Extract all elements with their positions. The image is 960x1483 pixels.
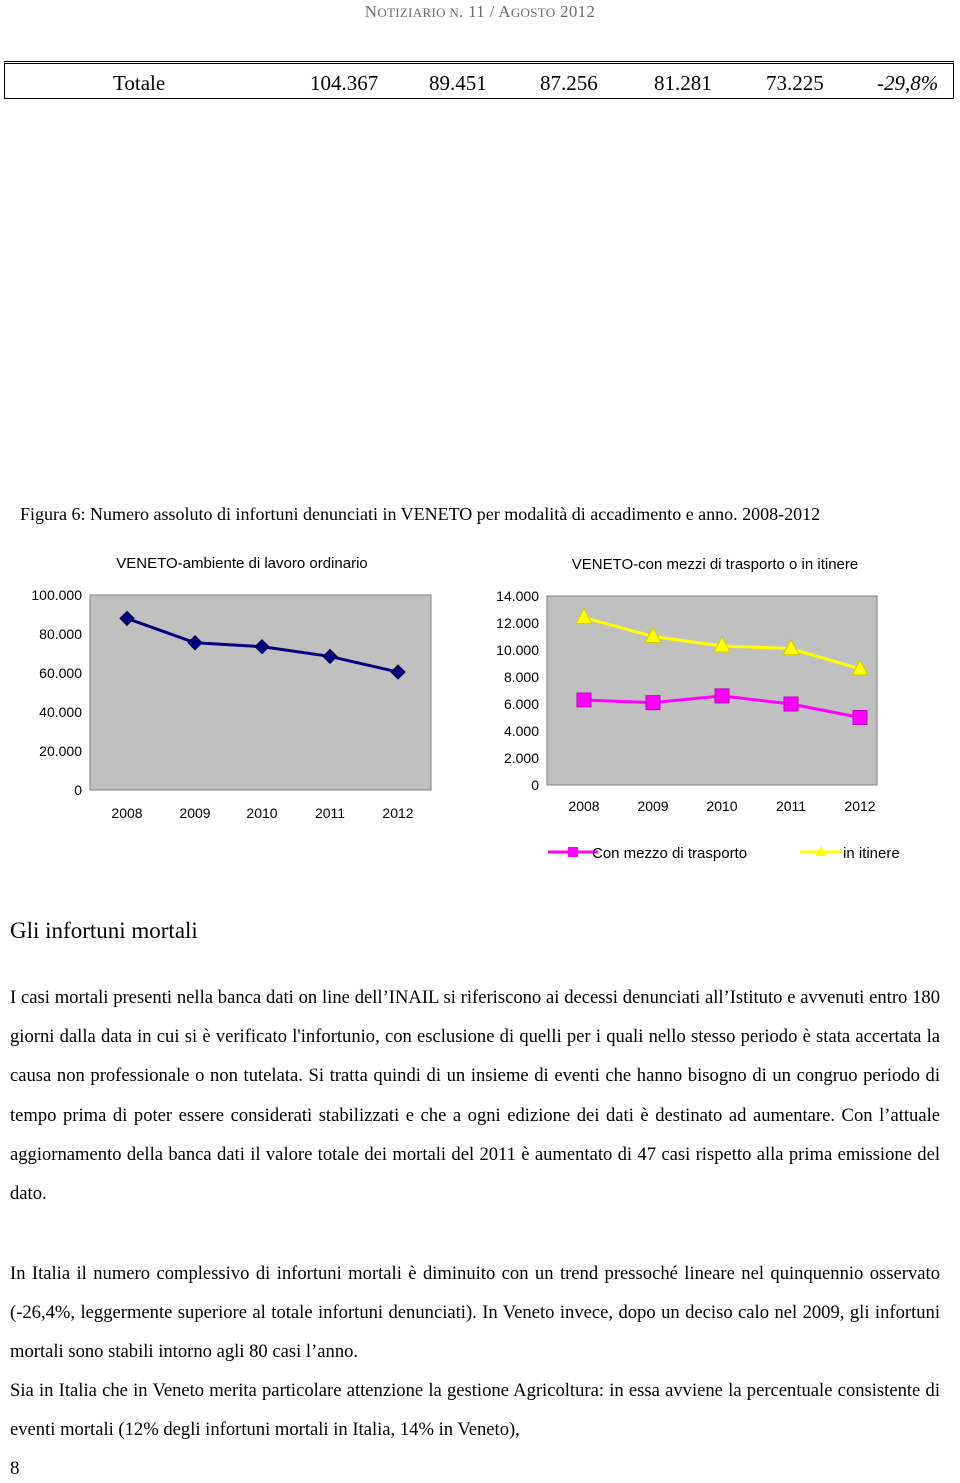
paragraph-2-text: In Italia il numero complessivo di infortuni mortali è diminuito con un trend pressoché lineare nel quinquennio osservato (-26,4%, leggermente superiore al totale infortuni denunciati). In Veneto invece, dopo un deciso calo nel 2009, gli infortuni mortali sono stabili intorno agli 80 casi l’anno. bbox=[10, 1263, 940, 1363]
c2-point-square bbox=[715, 689, 729, 703]
c2-point-square bbox=[853, 711, 867, 725]
total-change: -29,8% bbox=[877, 71, 939, 95]
c2-ytick-label: 14.000 bbox=[496, 588, 539, 604]
c2-xtick-label: 2008 bbox=[568, 798, 600, 814]
c2-xtick-label: 2012 bbox=[844, 798, 876, 814]
running-header bbox=[0, 2, 960, 22]
chart2-title: VENETO-con mezzi di trasporto o in itinere bbox=[571, 556, 859, 573]
header-a-initial: A bbox=[498, 2, 511, 21]
figure-caption: Figura 6: Numero assoluto di infortuni denunciati in VENETO per modalità di accadimento e anno. 2008-2012 bbox=[20, 504, 821, 524]
paragraph-2 bbox=[10, 1254, 940, 1372]
paragraph-3 bbox=[10, 1371, 940, 1449]
chart2-legend bbox=[548, 845, 900, 862]
total-value-2010: 87.256 bbox=[540, 71, 598, 95]
c1-ytick-label: 0 bbox=[74, 782, 82, 798]
chart1-title: VENETO-ambiente di lavoro ordinario bbox=[116, 555, 368, 572]
header-number: . 11 / bbox=[459, 2, 499, 21]
c2-ytick-label: 2.000 bbox=[503, 750, 539, 766]
legend-marker-square bbox=[568, 847, 578, 857]
legend-label-in-itinere: in itinere bbox=[843, 845, 900, 862]
legend-label-con-mezzo: Con mezzo di trasporto bbox=[592, 845, 748, 862]
c2-point-square bbox=[646, 696, 660, 710]
c2-point-square bbox=[784, 697, 798, 711]
paragraph-1 bbox=[10, 978, 940, 1213]
page-number: 8 bbox=[10, 1458, 20, 1479]
total-value-2008: 104.367 bbox=[310, 71, 379, 95]
total-row bbox=[4, 61, 954, 99]
section-title: Gli infortuni mortali bbox=[10, 918, 198, 943]
chart-ambiente-lavoro bbox=[0, 545, 480, 835]
c1-xtick-label: 2010 bbox=[246, 805, 278, 821]
header-n-rest: OTIZIARIO N bbox=[377, 5, 460, 20]
header-n-initial: N bbox=[364, 2, 378, 21]
paragraph-1-text: I casi mortali presenti nella banca dati on line dell’INAIL si riferiscono ai decessi denunciati all’Istituto e avvenuti entro 180 giorni dalla data in cui si è verificato l'infortunio, con esclusione di quelli per i quali nello stesso periodo è stata accertata la causa non professionale o non tutelata. Si tratta quindi di un insieme di eventi che hanno bisogno di un congruo periodo di tempo prima di poter essere considerati stabilizzati e che a ogni edizione dei dati è destinato ad aumentare. Con l’attuale aggiornamento della banca dati il valore totale dei mortali del 2011 è aumentato di 47 casi rispetto alla prima emissione del dato. bbox=[10, 987, 940, 1205]
header-a-rest: GOSTO bbox=[510, 5, 556, 20]
c1-ytick-label: 80.000 bbox=[39, 626, 82, 642]
chart2-plot-area bbox=[547, 596, 877, 785]
total-label: Totale bbox=[113, 71, 166, 95]
c2-ytick-label: 8.000 bbox=[503, 669, 539, 685]
c2-xtick-label: 2009 bbox=[637, 798, 669, 814]
c2-ytick-label: 10.000 bbox=[496, 642, 539, 658]
c1-xtick-label: 2012 bbox=[382, 805, 414, 821]
c1-ytick-label: 40.000 bbox=[39, 704, 82, 720]
c2-point-square bbox=[577, 693, 591, 707]
c1-ytick-label: 20.000 bbox=[39, 743, 82, 759]
header-year: 2012 bbox=[555, 2, 596, 21]
paragraph-3-text: Sia in Italia che in Veneto merita particolare attenzione la gestione Agricoltura: in essa avviene la percentuale consistente di eventi mortali (12% degli infortuni mortali in Italia, 14% in Veneto), bbox=[10, 1380, 940, 1441]
c2-xtick-label: 2011 bbox=[775, 798, 807, 814]
c2-ytick-label: 0 bbox=[531, 777, 539, 793]
c1-ytick-label: 100.000 bbox=[31, 587, 82, 603]
c2-ytick-label: 12.000 bbox=[496, 615, 539, 631]
chart-mezzi-trasporto bbox=[480, 545, 960, 875]
c1-xtick-label: 2009 bbox=[179, 805, 211, 821]
c2-ytick-label: 6.000 bbox=[503, 696, 539, 712]
c1-xtick-label: 2011 bbox=[314, 805, 346, 821]
c1-ytick-label: 60.000 bbox=[39, 665, 82, 681]
c1-xtick-label: 2008 bbox=[111, 805, 143, 821]
c2-ytick-label: 4.000 bbox=[503, 723, 539, 739]
total-value-2012: 73.225 bbox=[766, 71, 824, 95]
total-value-2009: 89.451 bbox=[429, 71, 487, 95]
total-value-2011: 81.281 bbox=[654, 71, 712, 95]
c2-xtick-label: 2010 bbox=[706, 798, 738, 814]
